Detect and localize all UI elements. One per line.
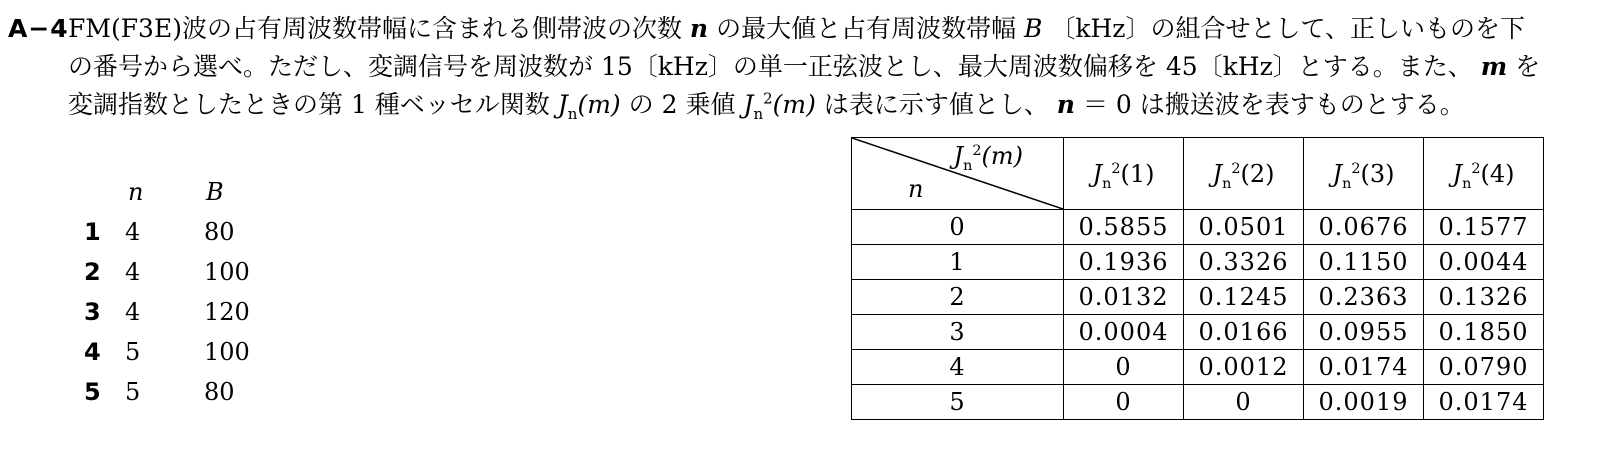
choice-n-value: 4 [125, 218, 141, 246]
corner-bottom-label: n [908, 175, 924, 203]
choice-n-value: 4 [125, 258, 141, 286]
choices-header-B: B [206, 178, 224, 206]
table-cell: 0.0501 [1184, 210, 1304, 245]
table-cell: 0.0174 [1304, 350, 1424, 385]
q1-text-b: の最大値と占有周波数帯幅 [716, 14, 1017, 43]
table-cell: 0 [1064, 350, 1184, 385]
q1-text-a: FM(F3E)波の占有周波数帯幅に含まれる側帯波の次数 [68, 14, 682, 43]
row-n: 5 [852, 385, 1064, 420]
table-cell: 0 [1184, 385, 1304, 420]
table-row [852, 280, 1544, 315]
column-header-4: $J_n^2(4)$ [1424, 138, 1544, 210]
q3-bessel-J: J [557, 90, 568, 119]
row-n: 4 [852, 350, 1064, 385]
column-header-3: $J_n^2(3)$ [1304, 138, 1424, 210]
row-n: 3 [852, 315, 1064, 350]
choices-header-n: n [128, 178, 144, 206]
table-cell: 0.1850 [1424, 315, 1544, 350]
bessel-table [851, 137, 1544, 420]
q3-text-a: 変調指数としたときの第 1 種ベッセル関数 [68, 90, 550, 119]
table-row [852, 385, 1544, 420]
q3-text-b: の 2 乗値 [628, 90, 736, 119]
corner-top-label: $J_n^2(m)$ [953, 142, 1023, 174]
table-cell: 0.0004 [1064, 315, 1184, 350]
choice-B-value: 120 [204, 298, 250, 326]
q1-var-n: n [689, 14, 709, 43]
row-n: 2 [852, 280, 1064, 315]
q1-var-B: B [1024, 14, 1043, 43]
table-cell: 0.1577 [1424, 210, 1544, 245]
question-line-2 [68, 48, 1618, 86]
table-cell: 0.2363 [1304, 280, 1424, 315]
choice-B-value: 80 [204, 378, 235, 406]
table-row [852, 245, 1544, 280]
question-line-3 [68, 86, 1618, 124]
table-cell: 0.0676 [1304, 210, 1424, 245]
choice-n-value: 5 [125, 338, 141, 366]
choice-number: 1 [84, 218, 101, 246]
q3-bessel2-arg: (m) [772, 90, 816, 119]
choice-B-value: 100 [204, 338, 250, 366]
question-text [68, 10, 1618, 124]
choice-n-value: 4 [125, 298, 141, 326]
q2-var-m: m [1480, 52, 1508, 81]
q3-text-c: は表に示す値とし、 [823, 90, 1049, 119]
table-cell: 0.1150 [1304, 245, 1424, 280]
q3-var-n: n [1056, 90, 1075, 119]
column-header-1: $J_n^2(1)$ [1064, 138, 1184, 210]
q3-bessel2-sup: 2 [763, 89, 773, 108]
choice-number: 3 [84, 298, 101, 326]
table-cell: 0.3326 [1184, 245, 1304, 280]
row-n: 1 [852, 245, 1064, 280]
table-row [852, 350, 1544, 385]
q2-text-b: を [1515, 52, 1541, 81]
choice-B-value: 80 [204, 218, 235, 246]
q3-bessel-sub: n [567, 105, 578, 123]
choice-number: 4 [84, 338, 101, 366]
table-cell: 0 [1064, 385, 1184, 420]
table-row [852, 315, 1544, 350]
choice-number: 5 [84, 378, 101, 406]
table-cell: 0.0790 [1424, 350, 1544, 385]
table-row [852, 210, 1544, 245]
q3-bessel2-J: J [743, 90, 754, 119]
table-cell: 0.1936 [1064, 245, 1184, 280]
table-cell: 0.0044 [1424, 245, 1544, 280]
choice-B-value: 100 [204, 258, 250, 286]
table-cell: 0.0166 [1184, 315, 1304, 350]
table-corner-cell [852, 138, 1064, 210]
table-cell: 0.5855 [1064, 210, 1184, 245]
q2-text-a: の番号から選べ。ただし、変調信号を周波数が 15〔kHz〕の単一正弦波とし、最大周波数偏移を 45〔kHz〕とする。また、 [68, 52, 1473, 81]
choice-number: 2 [84, 258, 101, 286]
q1-text-c: 〔kHz〕の組合せとして、正しいものを下 [1050, 14, 1525, 43]
table-cell: 0.0132 [1064, 280, 1184, 315]
question-number: A−4 [8, 14, 69, 43]
table-header-row [852, 138, 1544, 210]
q3-text-d: ＝ 0 は搬送波を表すものとする。 [1082, 90, 1465, 119]
table-cell: 0.1326 [1424, 280, 1544, 315]
choice-n-value: 5 [125, 378, 141, 406]
q3-bessel2-sub: n [753, 105, 764, 123]
table-cell: 0.0955 [1304, 315, 1424, 350]
question-line-1 [68, 10, 1618, 48]
table-cell: 0.0019 [1304, 385, 1424, 420]
column-header-2: $J_n^2(2)$ [1184, 138, 1304, 210]
table-cell: 0.0012 [1184, 350, 1304, 385]
row-n: 0 [852, 210, 1064, 245]
table-cell: 0.1245 [1184, 280, 1304, 315]
q3-bessel-arg: (m) [577, 90, 621, 119]
table-cell: 0.0174 [1424, 385, 1544, 420]
